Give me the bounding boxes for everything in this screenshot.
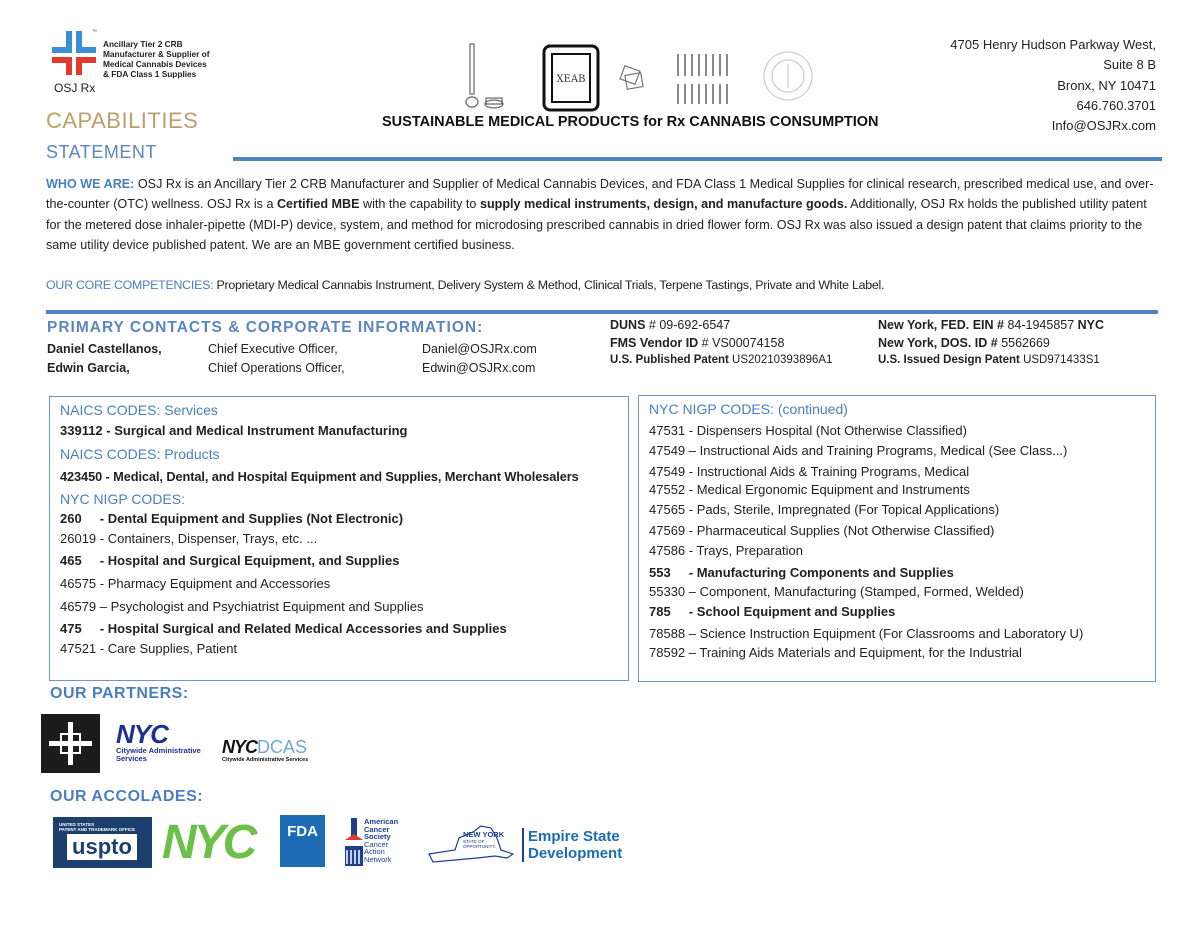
code-list-item: 47521 - Care Supplies, Patient bbox=[60, 641, 238, 656]
contact-role: Chief Operations Officer, bbox=[208, 361, 345, 375]
fed-ein bbox=[878, 318, 1104, 332]
code-list-item: 47552 - Medical Ergonomic Equipment and Instruments bbox=[649, 482, 970, 497]
core-competencies bbox=[46, 275, 1158, 295]
ny-logo-text bbox=[463, 831, 504, 849]
osj-logo-icon bbox=[50, 29, 98, 77]
code-list-item: 55330 – Component, Manufacturing (Stamped, Formed, Welded) bbox=[649, 584, 1024, 599]
esd-text bbox=[528, 828, 622, 862]
address-suite: Suite 8 B bbox=[1103, 57, 1156, 73]
code-list-item: 47569 - Pharmaceutical Supplies (Not Otherwise Classified) bbox=[649, 523, 995, 538]
who-text: with the capability to bbox=[359, 197, 480, 212]
acs-line: Cancer bbox=[364, 824, 390, 834]
code-list-item: 46579 – Psychologist and Psychiatrist Equipment and Supplies bbox=[60, 599, 424, 614]
acs-line: Cancer bbox=[364, 839, 389, 849]
title-statement: STATEMENT bbox=[46, 142, 157, 162]
contacts-title: PRIMARY CONTACTS & CORPORATE INFORMATION: bbox=[47, 319, 484, 336]
pub-label: U.S. Published Patent bbox=[610, 354, 729, 366]
instruments-icon bbox=[678, 54, 727, 104]
code-list-item: 47531 - Dispensers Hospital (Not Otherwise Classified) bbox=[649, 423, 967, 438]
nyc-logo-sub: Citywide Administrative bbox=[116, 746, 201, 755]
pub-value: US20210393896A1 bbox=[728, 354, 833, 366]
who-text: OSJ Rx is an Ancillary Tier 2 CRB Manufacturer and Supplier of Medical Cannabis Devices, and FDA Class 1 Medical Supplies for clinical research, prescribed medical use, and over-the-counter (OTC) wellness. OSJ Rx is a bbox=[46, 177, 1154, 212]
uspto-small-line: PATENT AND TRADEMARK OFFICE bbox=[59, 827, 136, 832]
who-bold: supply medical instruments, design, and manufacture goods. bbox=[479, 197, 848, 212]
naics-codes-box bbox=[49, 396, 629, 681]
esd-line: Empire State bbox=[528, 828, 620, 845]
acs-building-icon bbox=[343, 816, 365, 868]
acs-line: Society bbox=[364, 832, 391, 841]
trademark-mark: ™ bbox=[92, 29, 97, 35]
who-text: Additionally, OSJ Rx holds the published utility patent for the metered dose inhaler-pipette (MDI-P) device, system, and method for microdosing prescribed cannabis in dried flower form. OSJ Rx was also issued a design patent that claims priority to the same utility device published patent. We are an MBE government certified business. bbox=[46, 197, 1147, 253]
nyc-logo-sub: Services bbox=[116, 754, 147, 763]
code-list-item: 47549 – Instructional Aids and Training Programs, Medical (See Class...) bbox=[649, 443, 1068, 458]
code-list-item: 46575 - Pharmacy Equipment and Accessories bbox=[60, 576, 331, 591]
acs-line: Action bbox=[364, 847, 385, 856]
packet-icon bbox=[620, 66, 643, 90]
address-city: Bronx, NY 10471 bbox=[1057, 77, 1156, 93]
product-images bbox=[462, 42, 822, 114]
code-section-heading: NYC NIGP CODES: bbox=[60, 491, 185, 507]
logo-line: Manufacturer & Supplier of bbox=[103, 49, 210, 59]
core-text: Proprietary Medical Cannabis Instrument, Delivery System & Method, Clinical Trials, Terpene Tastings, Private and White Label. bbox=[213, 278, 885, 292]
code-list-item: 47586 - Trays, Preparation bbox=[649, 543, 803, 558]
ein-suffix: NYC bbox=[1077, 318, 1105, 332]
code-list-item: 475 - Hospital Surgical and Related Medical Accessories and Supplies bbox=[60, 621, 507, 636]
svg-text:XEAB: XEAB bbox=[556, 74, 586, 85]
code-list-item: 465 - Hospital and Surgical Equipment, and Supplies bbox=[60, 553, 400, 568]
uspto-small bbox=[59, 822, 135, 832]
code-list-item: 339112 - Surgical and Medical Instrument Manufacturing bbox=[60, 423, 408, 438]
who-we-are-paragraph bbox=[46, 174, 1158, 256]
design-label: U.S. Issued Design Patent bbox=[878, 354, 1020, 366]
code-list-item: 260 - Dental Equipment and Supplies (Not Electronic) bbox=[60, 511, 404, 526]
duns-value: # 09-692-6547 bbox=[645, 318, 731, 332]
code-list-item: 423450 - Medical, Dental, and Hospital Equipment and Supplies, Merchant Wholesalers bbox=[60, 469, 579, 484]
esd-line: Development bbox=[528, 845, 623, 862]
pipette-icon bbox=[466, 44, 503, 108]
ny-line: NEW YORK bbox=[463, 830, 505, 839]
contact-name: Daniel Castellanos, bbox=[47, 342, 162, 356]
nyc-logo-text: NYC bbox=[116, 719, 168, 749]
address-street: 4705 Henry Hudson Parkway West, bbox=[950, 37, 1156, 52]
uspto-logo bbox=[53, 817, 152, 868]
contact-role: Chief Executive Officer, bbox=[208, 342, 338, 356]
nyc-mark: NYC bbox=[222, 737, 258, 757]
acs-can-logo bbox=[343, 812, 413, 868]
dos-value: 5562669 bbox=[997, 336, 1050, 350]
ny-line: OPPORTUNITY. bbox=[463, 844, 497, 849]
logo-name: OSJ Rx bbox=[54, 81, 96, 95]
uspto-small-line: UNITED STATES bbox=[59, 822, 95, 827]
fms-label: FMS Vendor ID bbox=[610, 336, 699, 350]
duns-label: DUNS bbox=[610, 318, 646, 332]
code-list-item: 26019 - Containers, Dispenser, Trays, etc. ... bbox=[60, 531, 318, 546]
device-case-icon bbox=[544, 46, 598, 110]
fms-value: # VS00074158 bbox=[698, 336, 785, 350]
acs-line: American bbox=[364, 817, 399, 826]
dos-label: New York, DOS. ID # bbox=[878, 336, 998, 350]
code-list-item: 78588 – Science Instruction Equipment (For Classrooms and Laboratory U) bbox=[649, 626, 1084, 641]
code-list-item: 785 - School Equipment and Supplies bbox=[649, 604, 896, 619]
fms-vendor-id bbox=[610, 336, 784, 350]
company-address bbox=[950, 35, 1156, 136]
nyc-dcas-logo bbox=[116, 721, 211, 767]
tagline: SUSTAINABLE MEDICAL PRODUCTS for Rx CANNABIS CONSUMPTION bbox=[382, 114, 879, 130]
dos-id bbox=[878, 336, 1050, 350]
logo-line: & FDA Class 1 Supplies bbox=[103, 69, 197, 79]
code-list-item: 78592 – Training Aids Materials and Equipment, for the Industrial bbox=[649, 645, 1022, 660]
core-label: OUR CORE COMPETENCIES: bbox=[46, 278, 214, 292]
design-value: USD971433S1 bbox=[1019, 354, 1100, 366]
code-section-heading: NYC NIGP CODES: (continued) bbox=[649, 401, 848, 417]
design-patent bbox=[878, 354, 1100, 366]
who-bold: Certified MBE bbox=[276, 197, 360, 212]
code-list-item: 47549 - Instructional Aids & Training Programs, Medical bbox=[649, 464, 970, 479]
dcas-mark: DCAS bbox=[257, 737, 308, 757]
contact-name: Edwin Garcia, bbox=[47, 361, 130, 375]
acs-line: Network bbox=[364, 854, 392, 864]
empire-state-development-logo bbox=[425, 822, 630, 868]
seal-icon bbox=[764, 52, 812, 100]
nyc-green-logo: NYC bbox=[162, 816, 255, 869]
logo-line: Medical Cannabis Devices bbox=[103, 59, 207, 69]
section-divider bbox=[46, 310, 1158, 314]
ein-value: 84-1945857 bbox=[1003, 318, 1078, 332]
phone-number: 646.760.3701 bbox=[1076, 97, 1156, 113]
title-capabilities: CAPABILITIES bbox=[46, 108, 199, 133]
contact-email[interactable]: Daniel@OSJRx.com bbox=[422, 342, 537, 356]
accolades-title: OUR ACCOLADES: bbox=[50, 788, 204, 805]
ein-label: New York, FED. EIN # bbox=[878, 318, 1004, 332]
contact-email[interactable]: Edwin@OSJRx.com bbox=[422, 361, 536, 375]
dcas-sub: Citywide Administrative Services bbox=[222, 757, 309, 763]
fda-logo: FDA bbox=[280, 815, 325, 867]
code-section-heading: NAICS CODES: Products bbox=[60, 446, 220, 462]
duns-number bbox=[610, 318, 730, 332]
code-list-item: 553 - Manufacturing Components and Supplies bbox=[649, 565, 954, 580]
published-patent bbox=[610, 354, 832, 366]
nyc-dcas-logo-2 bbox=[222, 737, 330, 769]
partners-title: OUR PARTNERS: bbox=[50, 685, 189, 702]
logo-tagline bbox=[103, 39, 243, 79]
header-divider bbox=[233, 157, 1162, 161]
email-link[interactable]: Info@OSJRx.com bbox=[1051, 118, 1156, 134]
partner-logo-icon bbox=[41, 714, 100, 773]
uspto-text: uspto bbox=[67, 834, 137, 860]
who-we-are-label: WHO WE ARE: bbox=[46, 177, 135, 191]
code-list-item: 47565 - Pads, Sterile, Impregnated (For Topical Applications) bbox=[649, 502, 1000, 517]
logo-line: Ancillary Tier 2 CRB bbox=[103, 39, 183, 49]
nigp-codes-box bbox=[638, 395, 1156, 682]
ny-line: STATE OF bbox=[463, 839, 485, 844]
esd-divider bbox=[522, 828, 524, 862]
code-section-heading: NAICS CODES: Services bbox=[60, 402, 218, 418]
